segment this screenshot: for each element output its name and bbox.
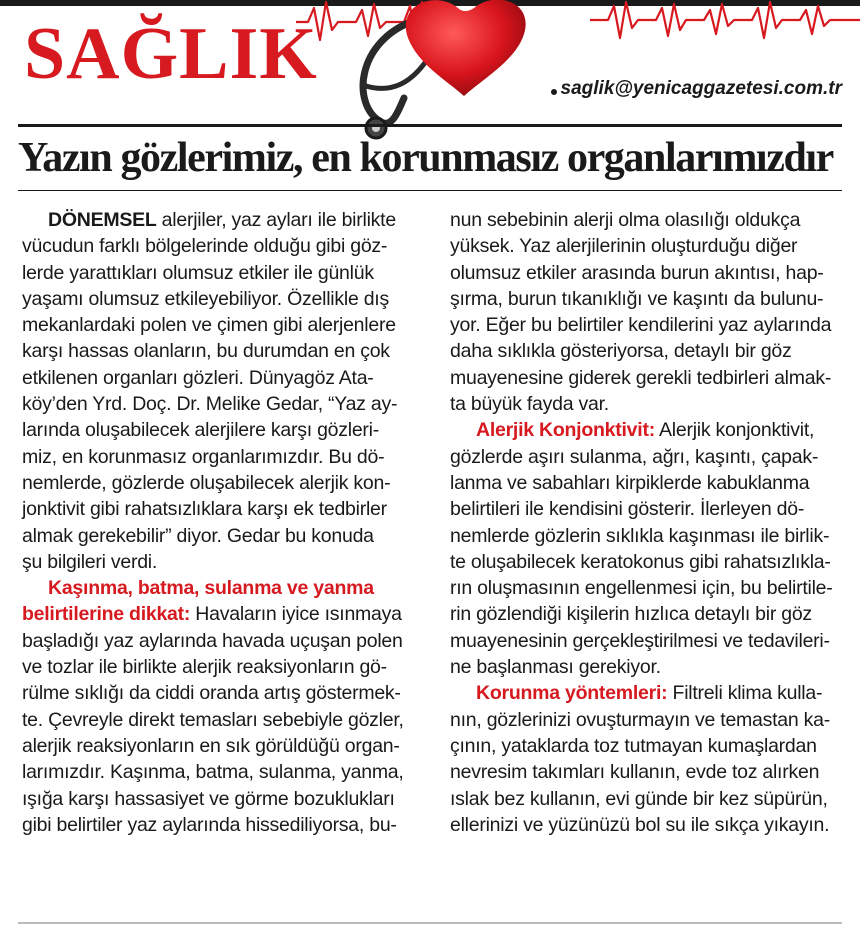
text-line: karşı hassas olanların, bu durumdan en çok: [22, 340, 390, 363]
text-line: etkilenen organları gözleri. Dünyagöz Ata-: [22, 366, 374, 389]
email-address: saglik@yenicaggazetesi.com.tr: [560, 78, 842, 99]
text-line: nemlerde gözlerin sıklıkla kaşınması ile birlik-: [450, 524, 830, 547]
subheading-3-rest: Filtreli klima kulla-: [667, 682, 823, 705]
text-line: şırma, burun tıkanıklığı ve kaşıntı da bulunu-: [450, 287, 824, 310]
text-line: te. Çevreyle direkt temasları sebebiyle gözler,: [22, 708, 404, 731]
text-line: ta büyük fayda var.: [450, 393, 609, 416]
text-line: nevresim takımları kullanın, evde toz alırken: [450, 761, 820, 784]
lead-line: [22, 207, 420, 233]
heart-stethoscope-graphic: [296, 0, 860, 150]
text-line: mekanlardaki polen ve çimen gibi alerjenlere: [22, 314, 396, 337]
text-line: muayenesinin gerçekleştirilmesi ve tedavileri-: [450, 629, 830, 652]
text-line: rın oluşmasının engellenmesi için, bu belirtile-: [450, 577, 833, 600]
text-line: ne başlanması gerekiyor.: [450, 656, 661, 679]
text-line: nın, gözlerinizi ovuşturmayın ve temastan ka-: [450, 708, 831, 731]
header-divider: [18, 124, 842, 127]
text-line: larımızdır. Kaşınma, batma, sulanma, yanma,: [22, 761, 404, 784]
section-title: SAĞLIK: [24, 13, 318, 95]
subheading-1-rest: Havaların iyice ısınmaya: [190, 603, 402, 626]
text-line: alerjik reaksiyonların en sık görüldüğü organ-: [22, 734, 400, 757]
text-line: larında oluşabilecek alerjilere karşı gözleri-: [22, 419, 380, 442]
subheading-3-line: [450, 680, 845, 706]
subheading-2-rest: Alerjik konjonktivit,: [654, 419, 815, 442]
text-line: gözlerde aşırı sulanma, ağrı, kaşıntı, çapak-: [450, 445, 819, 468]
text-line: nemlerde, gözlerde oluşabilecek alerjik kon-: [22, 471, 391, 494]
text-line: başladığı yaz aylarında havada uçuşan polen: [22, 629, 403, 652]
text-line: köy’den Yrd. Doç. Dr. Melike Gedar, “Yaz ay-: [22, 393, 398, 416]
text-line: ellerinizi ve yüzünüzü bol su ile sıkça yıkayın.: [450, 813, 830, 836]
article-column-left: [22, 207, 420, 838]
text-line: te oluşabilecek keratokonus gibi rahatsızlıkla-: [450, 550, 831, 573]
headline: Yazın gözlerimiz, en korunmasız organlarımızdır: [18, 135, 833, 181]
text-line: yaşamı olumsuz etkileyebiliyor. Özellikle dış: [22, 287, 389, 310]
text-line: nun sebebinin alerji olma olasılığı oldukça: [450, 209, 801, 231]
subheading-1-end: belirtilerine dikkat:: [22, 603, 191, 626]
bottom-rule: [18, 922, 842, 924]
headline-divider: [18, 190, 842, 191]
text-line: vücudun farklı bölgelerinde olduğu gibi göz-: [22, 235, 388, 258]
text-line: lanma ve sabahları kirpiklerde kabuklanma: [450, 471, 810, 494]
lead-word: DÖNEMSEL: [48, 209, 157, 231]
text-line: jonktivit gibi rahatsızlıklara karşı ek tedbirler: [22, 498, 387, 521]
text-line: çının, yataklarda toz tutmayan kumaşlardan: [450, 734, 817, 757]
text-line: lerde yarattıkları olumsuz etkiler ile günlük: [22, 261, 374, 284]
lead-rest: alerjiler, yaz ayları ile birlikte: [156, 209, 396, 231]
subheading-1-line-2: [22, 601, 420, 627]
text-line: yüksek. Yaz alerjilerinin oluşturduğu diğer: [450, 235, 798, 258]
text-line: olumsuz etkiler arasında burun akıntısı, hap-: [450, 261, 824, 284]
text-line: ıslak bez kullanın, evi günde bir kez süpürün,: [450, 787, 828, 810]
heart-icon: [406, 0, 526, 96]
text-line: miz, en korunmasız organlarımızdır. Bu dö-: [22, 445, 385, 468]
subheading-1-line-1: Kaşınma, batma, sulanma ve yanma: [48, 577, 374, 600]
text-line: rülme sıklığı da ciddi oranda artış göstermek-: [22, 682, 401, 705]
article-column-right: [450, 207, 845, 838]
text-line: şu bilgileri verdi.: [22, 550, 158, 573]
text-line: muayenesine giderek gerekli tedbirleri almak-: [450, 366, 832, 389]
subheading-3: Korunma yöntemleri:: [476, 682, 668, 705]
text-line: ışığa karşı hassasiyet ve görme bozuklukları: [22, 787, 395, 810]
text-line: rin gözlendiği kişilerin hızlıca detaylı bir göz: [450, 603, 812, 626]
text-line: daha sıklıkla gösteriyorsa, detaylı bir göz: [450, 340, 792, 363]
subheading-2: Alerjik Konjonktivit:: [476, 419, 655, 442]
text-line: gibi belirtiler yaz aylarında hissediliyorsa, bu-: [22, 813, 397, 836]
text-line: belirtileri ile kendisini gösterir. İlerleyen dö-: [450, 498, 805, 521]
text-line: yor. Eğer bu belirtiler kendilerini yaz aylarında: [450, 314, 832, 337]
heartbeat-line-icon: [296, 2, 860, 40]
subheading-2-line: [450, 417, 845, 443]
text-line: ve tozlar ile birlikte alerjik reaksiyonların gö-: [22, 656, 387, 679]
text-line: almak gerekebilir” diyor. Gedar bu konuda: [22, 524, 374, 547]
